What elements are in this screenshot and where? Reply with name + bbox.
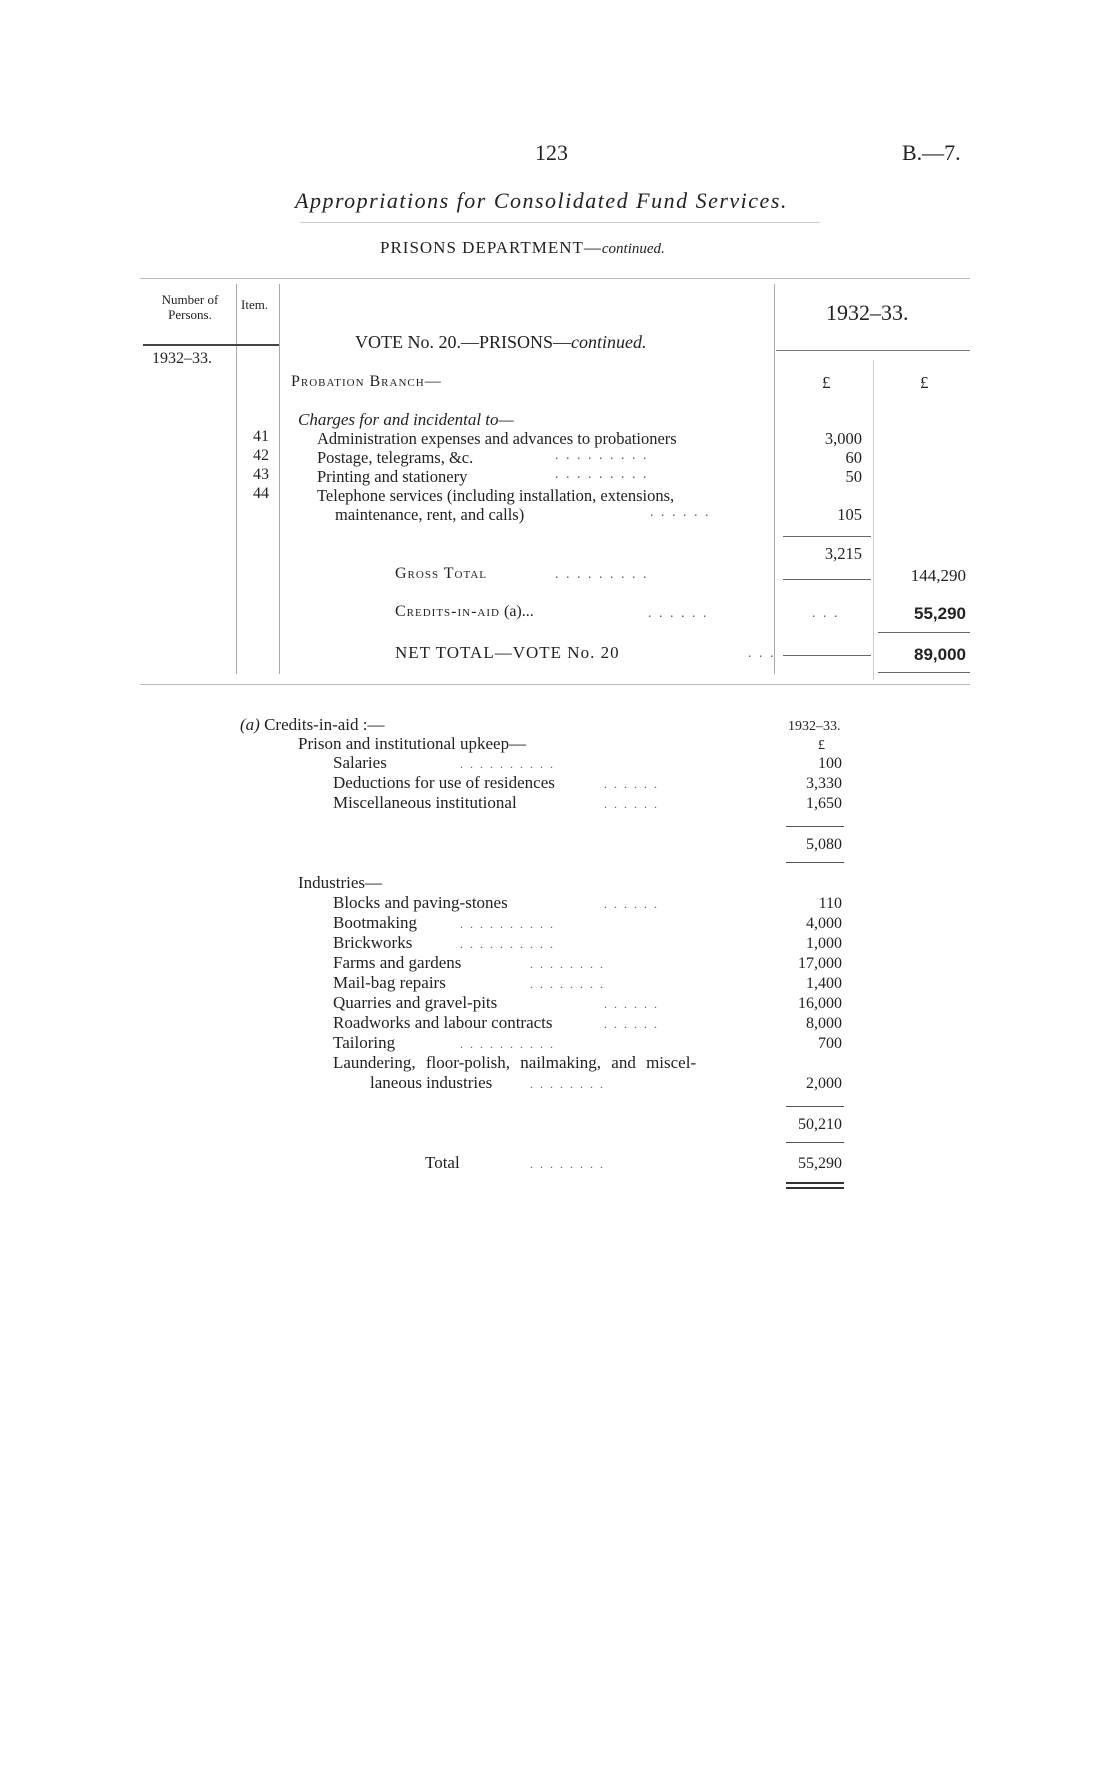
- item-description: Telephone services (including installation, extensions,: [317, 486, 675, 505]
- prison-total-rule: [786, 826, 844, 827]
- notes-total-value: 55,290: [798, 1155, 842, 1172]
- industry-item-value: 1,400: [806, 975, 842, 992]
- net-rule: [783, 655, 871, 656]
- notes-total-dots: . . . . . . . .: [530, 1157, 605, 1171]
- industries-heading: Industries—: [298, 873, 383, 892]
- gross-total-label: Gross Total: [395, 565, 488, 582]
- credits-ref: (a)...: [504, 603, 534, 620]
- notes-currency: £: [818, 738, 825, 753]
- industry-item-dots: . . . . . . . .: [530, 1077, 605, 1091]
- item-number: 41: [253, 428, 269, 445]
- net-top-rule: [878, 632, 970, 633]
- industry-item-dots: . . . . . .: [604, 897, 659, 911]
- prison-item-value: 3,330: [806, 775, 842, 792]
- doc-code: B.—7.: [902, 140, 961, 165]
- industry-item-value: 16,000: [798, 995, 842, 1012]
- item-description: Administration expenses and advances to probationers: [317, 429, 677, 448]
- industry-item-label: Blocks and paving-stones: [333, 893, 508, 912]
- item-description: Printing and stationery: [317, 467, 468, 486]
- divider-persons: [236, 284, 237, 674]
- item-amount: 105: [837, 505, 862, 524]
- item-leader-dots: . . . . . . . . .: [555, 448, 649, 463]
- notes-total-double-rule-1: [786, 1182, 844, 1184]
- divider-item: [279, 284, 280, 674]
- divider-subtotal: [873, 360, 874, 680]
- industry-item-value: 8,000: [806, 1015, 842, 1032]
- item-amount: 60: [845, 448, 862, 467]
- industry-item-dots: . . . . . .: [604, 1017, 659, 1031]
- item-amount: 3,000: [824, 429, 862, 448]
- notes-heading: [240, 715, 384, 735]
- industry-total-under: [786, 1142, 844, 1143]
- prison-item-dots: . . . . . .: [604, 797, 659, 811]
- industry-item-value: 2,000: [806, 1075, 842, 1092]
- item-leader-dots: . . . . . . . . .: [555, 467, 649, 482]
- industry-item-label: Bootmaking: [333, 913, 418, 932]
- industry-item-dots: . . . . . . . .: [530, 977, 605, 991]
- item-number: 42: [253, 447, 269, 464]
- vote-title: [355, 332, 647, 353]
- industry-item-dots: . . . . . . . . . .: [460, 937, 555, 951]
- prison-item-dots: . . . . . . . . . .: [460, 757, 555, 771]
- prison-item-value: 1,650: [806, 795, 842, 812]
- credits-dots: . . . . . .: [648, 606, 709, 621]
- industry-item-label: Farms and gardens: [333, 953, 462, 972]
- industry-item-dots: . . . . . . . . . .: [460, 1037, 555, 1051]
- notes-total-double-rule-2: [786, 1187, 844, 1189]
- industry-item-label: Brickworks: [333, 933, 413, 952]
- industry-item-value: 110: [818, 895, 842, 912]
- year-header-rule: [776, 350, 970, 351]
- industry-item-value: 4,000: [806, 915, 842, 932]
- department-continued: continued.: [601, 241, 665, 257]
- notes-ref: (a): [240, 715, 260, 734]
- item-amount: 50: [845, 467, 862, 486]
- subtotal-rule: [783, 536, 871, 537]
- prison-item-label: Miscellaneous institutional: [333, 793, 517, 812]
- department-name: PRISONS DEPARTMENT—: [380, 238, 602, 257]
- prison-heading: Prison and institutional upkeep—: [298, 734, 527, 753]
- industry-item-label: Roadworks and labour contracts: [333, 1013, 553, 1032]
- industry-item-value: 17,000: [798, 955, 842, 972]
- net-total-label: NET TOTAL—VOTE No. 20: [395, 643, 620, 662]
- department-heading: [380, 238, 665, 258]
- industry-total-rule: [786, 1106, 844, 1107]
- col-persons-header: Number of Persons.: [161, 292, 219, 322]
- notes-total-label: Total: [425, 1153, 460, 1172]
- currency-2: £: [920, 373, 929, 392]
- vote-name: VOTE No. 20.—PRISONS—: [355, 332, 572, 352]
- persons-header-rule: [143, 344, 279, 346]
- item-description: Postage, telegrams, &c.: [317, 448, 474, 467]
- table-top-rule: [140, 278, 970, 279]
- net-bottom-rule: [878, 672, 970, 673]
- gross-total-value: 144,290: [910, 566, 966, 585]
- prison-item-value: 100: [818, 755, 842, 772]
- credits-label: [395, 603, 534, 621]
- industry-item-label: Mail-bag repairs: [333, 973, 446, 992]
- item-number: 43: [253, 466, 269, 483]
- prison-total-under: [786, 862, 844, 863]
- industry-item-value: 1,000: [806, 935, 842, 952]
- industry-item-label: Laundering, floor-polish, nailmaking, and miscel-: [333, 1053, 697, 1072]
- divider-amount: [774, 284, 775, 674]
- currency-1: £: [822, 373, 831, 392]
- col-item-header: Item.: [241, 297, 269, 312]
- gross-total-dots: . . . . . . . . .: [555, 567, 649, 582]
- table-bottom-rule: [140, 684, 970, 685]
- industry-item-label: Quarries and gravel-pits: [333, 993, 498, 1012]
- industry-item-value: 700: [818, 1035, 842, 1052]
- credits-label-text: Credits-in-aid: [395, 603, 500, 620]
- year-persons: 1932–33.: [152, 350, 212, 367]
- gross-rule: [783, 579, 871, 580]
- industry-item-dots: . . . . . .: [604, 997, 659, 1011]
- prison-item-dots: . . . . . .: [604, 777, 659, 791]
- vote-continued: continued.: [571, 332, 647, 352]
- item-leader-dots: . . . . . .: [650, 505, 711, 520]
- industry-item-label-cont: laneous industries: [370, 1073, 493, 1092]
- net-total-dots: . . .: [748, 646, 776, 661]
- page-number: 123: [535, 140, 568, 165]
- prison-total: 5,080: [806, 836, 842, 853]
- branch-heading: Probation Branch—: [291, 373, 442, 390]
- item-description-cont: maintenance, rent, and calls): [335, 505, 525, 524]
- prison-item-label: Salaries: [333, 753, 387, 772]
- credits-value: 55,290: [914, 604, 966, 623]
- industry-item-dots: . . . . . . . .: [530, 957, 605, 971]
- industry-item-label: Tailoring: [333, 1033, 396, 1052]
- year-heading: 1932–33.: [826, 300, 909, 325]
- charges-intro: Charges for and incidental to—: [298, 410, 514, 429]
- industry-item-dots: . . . . . . . . . .: [460, 917, 555, 931]
- notes-heading-text: Credits-in-aid :—: [264, 715, 385, 734]
- credits-mid-dots: . . .: [812, 606, 840, 621]
- page-title: Appropriations for Consolidated Fund Services.: [295, 188, 788, 213]
- item-number: 44: [253, 485, 269, 502]
- subtotal-amount: 3,215: [824, 544, 862, 563]
- prison-item-label: Deductions for use of residences: [333, 773, 555, 792]
- net-total-value: 89,000: [914, 645, 966, 664]
- industry-total: 50,210: [798, 1116, 842, 1133]
- notes-year: 1932–33.: [788, 719, 841, 734]
- title-rule: [300, 222, 820, 223]
